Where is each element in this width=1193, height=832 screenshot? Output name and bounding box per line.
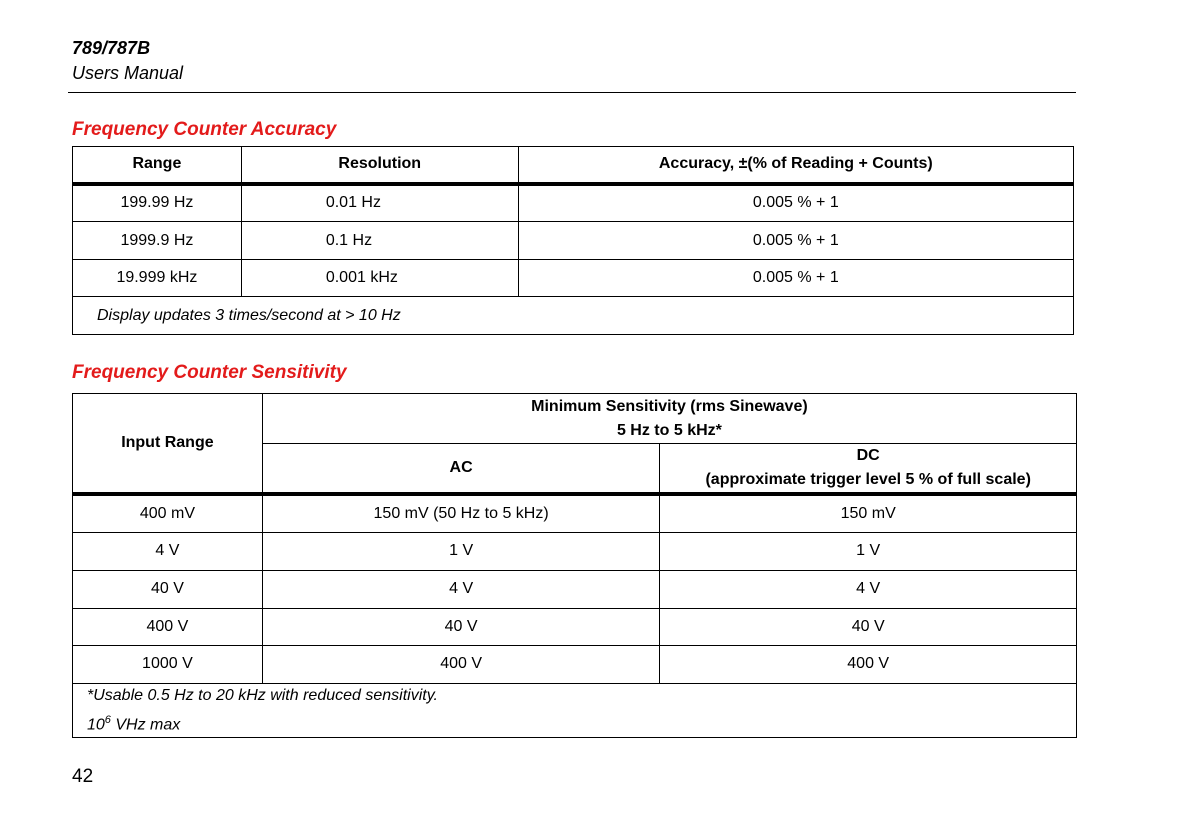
accuracy-cell: 0.005 % + 1 bbox=[518, 260, 1073, 297]
input-range-cell: 1000 V bbox=[73, 645, 263, 683]
range-cell: 19.999 kHz bbox=[73, 260, 242, 297]
table-row bbox=[73, 260, 1074, 297]
dc-cell: 400 V bbox=[660, 645, 1077, 683]
accuracy-cell: 0.005 % + 1 bbox=[518, 184, 1073, 222]
accuracy-table bbox=[72, 146, 1074, 335]
col-header-accuracy: Accuracy, ±(% of Reading + Counts) bbox=[518, 147, 1073, 184]
dc-header-line1: DC bbox=[856, 447, 880, 464]
dc-cell: 40 V bbox=[660, 608, 1077, 645]
header-divider bbox=[68, 92, 1076, 93]
dc-cell: 1 V bbox=[660, 532, 1077, 570]
ac-cell: 150 mV (50 Hz to 5 kHz) bbox=[262, 494, 660, 532]
input-range-cell: 400 V bbox=[73, 608, 263, 645]
sensitivity-note bbox=[73, 683, 1077, 737]
dc-cell: 150 mV bbox=[660, 494, 1077, 532]
input-range-cell: 4 V bbox=[73, 532, 263, 570]
sensitivity-note-line2: $10^6$ VHz max bbox=[87, 713, 181, 733]
col-header-range: Range bbox=[73, 147, 242, 184]
ac-cell: 1 V bbox=[262, 532, 660, 570]
range-cell: 199.99 Hz bbox=[73, 184, 242, 222]
sensitivity-table bbox=[72, 393, 1077, 738]
manual-model: 789/787B bbox=[72, 38, 151, 58]
dc-cell: 4 V bbox=[660, 570, 1077, 608]
table-row bbox=[73, 532, 1077, 570]
input-range-cell: 400 mV bbox=[73, 494, 263, 532]
accuracy-section-title: Frequency Counter Accuracy bbox=[72, 119, 337, 140]
min-sensitivity-line1: Minimum Sensitivity (rms Sinewave) bbox=[531, 397, 808, 415]
table-row bbox=[73, 184, 1074, 222]
sensitivity-note-line1: *Usable 0.5 Hz to 20 kHz with reduced sensitivity. bbox=[87, 686, 438, 704]
range-cell: 1999.9 Hz bbox=[73, 222, 242, 260]
col-header-resolution: Resolution bbox=[241, 147, 518, 184]
ac-cell: 40 V bbox=[262, 608, 660, 645]
resolution-cell: 0.01 Hz bbox=[241, 184, 518, 222]
table-row bbox=[73, 608, 1077, 645]
dc-header-line2: (approximate trigger level 5 % of full scale) bbox=[705, 471, 1031, 488]
resolution-cell: 0.001 kHz bbox=[241, 260, 518, 297]
col-header-dc bbox=[660, 444, 1077, 495]
table-row bbox=[73, 494, 1077, 532]
col-header-input-range: Input Range bbox=[73, 394, 263, 495]
col-header-ac: AC bbox=[262, 444, 660, 495]
col-header-min-sensitivity bbox=[262, 394, 1076, 444]
ac-cell: 4 V bbox=[262, 570, 660, 608]
table-row bbox=[73, 570, 1077, 608]
ac-cell: 400 V bbox=[262, 645, 660, 683]
accuracy-cell: 0.005 % + 1 bbox=[518, 222, 1073, 260]
accuracy-note: Display updates 3 times/second at > 10 Hz bbox=[73, 297, 1074, 335]
table-row bbox=[73, 645, 1077, 683]
sensitivity-section-title: Frequency Counter Sensitivity bbox=[72, 362, 347, 383]
resolution-cell: 0.1 Hz bbox=[241, 222, 518, 260]
page-number: 42 bbox=[72, 766, 94, 787]
manual-subtitle: Users Manual bbox=[72, 63, 184, 83]
input-range-cell: 40 V bbox=[73, 570, 263, 608]
table-row bbox=[73, 222, 1074, 260]
min-sensitivity-line2: 5 Hz to 5 kHz* bbox=[616, 421, 722, 439]
